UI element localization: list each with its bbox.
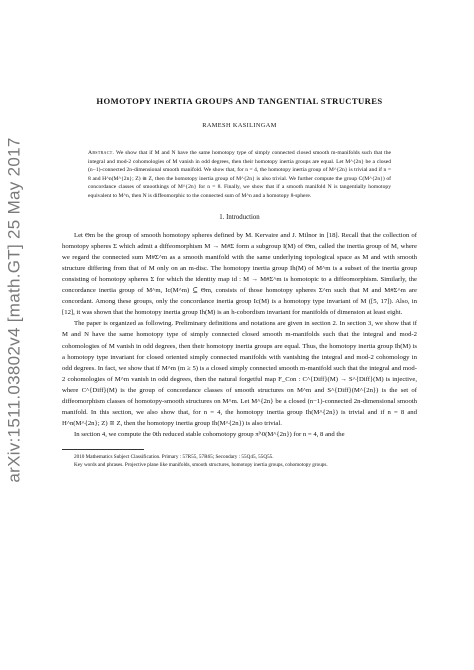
footnote-rule [62, 449, 144, 450]
introduction-body [62, 230, 417, 441]
paragraph: In section 4, we compute the 0th reduced stable cohomotopy group π̃^0(M^{2n}) for n = 4, 8 and the [74, 431, 345, 439]
paragraph: Let Θm be the group of smooth homotopy spheres defined by M. Kervaire and J. Milnor in [18]. Recall that the collection of homotopy spheres Σ which admit a diffeomorphism M → M#Σ form a subgroup I(M) of Θm, called the inertia group of M, where we regard the connected sum M#Σ^m as a smooth manifold with the same underlying topological space as M and with smooth structure differing from that of M only on an m-disc. The homotopy inertia group Ih(M) of M^m is a subset of the inertia group consisting of homotopy spheres Σ for which the identity map id : M → M#Σ^m is homotopic to a diffeomorphism. Similarly, the concordance inertia group of M^m, Ic(M^m) ⊆ Θm, consists of those homotopy spheres Σ^m such that M and M#Σ^m are concordant. Among these groups, only the concordance inertia group Ic(M) is a homotopy type invariant of M ([5, 17]). Also, in [12], it was shown that the homotopy inertia group Ih(M) is an h-cobordism invariant for manifolds of dimension at least eight. [62, 231, 417, 317]
abstract-text: We show that if M and N have the same homotopy type of simply connected closed smooth m-manifolds such that the integral and mod-2 cohomologies of M vanish in odd degrees, then their homotopy inertia groups are equal. Let M^{2n} be a closed (n−1)-connected 2n-dimensional smooth manifold. We show that, for n = 4, the homotopy inertia group of M^{2n} is trivial and if n = 8 and H^n(M^{2n}; Z) ≅ Z, then the homotopy inertia group of M^{2n} is also trivial. We further compute the group C(M^{2n}) of concordance classes of smoothings of M^{2n} for n = 8. Finally, we show that if a smooth manifold N is tangentially homotopy equivalent to M^n, then N is diffeomorphic to the connected sum of M^n and a homotopy 8-sphere. [88, 150, 391, 199]
paper-page [62, 96, 417, 469]
abstract [88, 149, 391, 201]
arxiv-identifier: arXiv:1511.03802v4 [math.GT] 25 May 2017 [5, 137, 24, 483]
paper-title: HOMOTOPY INERTIA GROUPS AND TANGENTIAL STRUCTURES [96, 96, 383, 106]
section-heading-introduction: 1. Introduction [219, 213, 260, 221]
paragraph: The paper is organized as following. Preliminary definitions and notations are given in section 2. In section 3, we show that if M and N have the same homotopy type of simply connected closed smooth m-manifolds such that the integral and mod-2 cohomologies of M vanish in odd degrees, then their homotopy inertia groups are equal. Thus, the homotopy inertia group Ih(M) is a homotopy type invariant for closed oriented simply connected manifolds with vanishing the integral and mod-2 cohomology in odd degrees. In fact, we show that if M^m (m ≥ 5) is a closed simply connected smooth m-manifold such that the integral and mod-2 cohomologies of M^m vanish in odd degrees, then the natural forgetful map F_Con : C^{Diff}(M) → S^{Diff}(M) is injective, where C^{Diff}(M) is the group of concordance classes of smooth structures on M^m and S^{Diff}(M^{2n}) is the set of diffeomorphism classes of homotopy-smooth structures on M^m. Let M^{2n} be a closed (n−1)-connected 2n-dimensional smooth manifold. In this section, we also show that, for n = 4, the homotopy inertia group Ih(M^{2n}) is trivial and if n = 8 and H^n(M^{2n}; Z) ≅ Z, then the homotopy inertia group Ih(M^{2n}) is also trivial. [62, 320, 417, 428]
footnote-keywords: Key words and phrases. Projective plane like manifolds, smooth structures, homotopy inertia groups, cohomotopy groups. [74, 461, 328, 468]
abstract-label: Abstract. [88, 150, 115, 156]
arxiv-sidebar-stamp [2, 90, 28, 530]
footnote-msc: 2010 Mathematics Subject Classification. Primary : 57R55, 57R65; Secondary : 55Q45, 55Q55. [74, 454, 274, 461]
paper-author: RAMESH KASILINGAM [202, 122, 277, 129]
